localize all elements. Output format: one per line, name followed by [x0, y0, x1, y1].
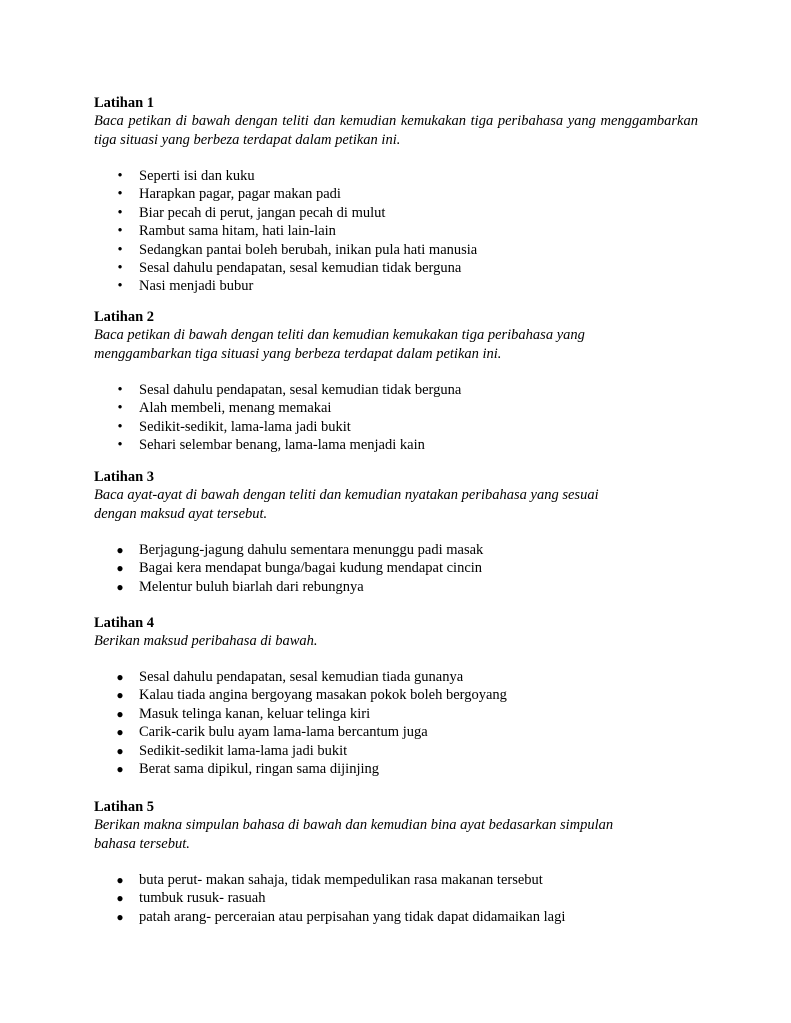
- section-heading: Latihan 3: [94, 469, 155, 485]
- list-item: [94, 559, 698, 577]
- bullet-list: [94, 167, 698, 296]
- list-item: [94, 578, 698, 596]
- section-latihan-3: [94, 468, 698, 596]
- list-item: [94, 222, 698, 240]
- bullet-list: [94, 541, 698, 596]
- list-item-text: Melentur buluh biarlah dari rebungnya: [139, 578, 364, 595]
- bullet-icon: •: [117, 278, 123, 295]
- bullet-icon: •: [117, 400, 123, 417]
- list-item-text: buta perut- makan sahaja, tidak mempedulikan rasa makanan tersebut: [139, 872, 543, 888]
- section-instruction-line: Baca ayat-ayat di bawah dengan teliti dan kemudian nyatakan peribahasa yang sesuai: [94, 487, 599, 503]
- bullet-icon: ●: [116, 762, 124, 777]
- list-item: [94, 908, 698, 926]
- bullet-list: [94, 381, 698, 455]
- list-item-text: Alah membeli, menang memakai: [139, 400, 332, 417]
- section-heading: Latihan 4: [94, 615, 155, 631]
- list-item-text: Rambut sama hitam, hati lain-lain: [139, 223, 336, 240]
- section-latihan-1: [94, 94, 698, 296]
- section-instruction-line: bahasa tersebut.: [94, 836, 190, 852]
- list-item-text: Sedikit-sedikit, lama-lama jadi bukit: [139, 418, 351, 435]
- section-instruction-line: Berikan maksud peribahasa di bawah.: [94, 633, 318, 649]
- list-item: [94, 668, 698, 686]
- list-item-text: Sedikit-sedikit lama-lama jadi bukit: [139, 742, 348, 759]
- bullet-list: [94, 668, 698, 778]
- list-item: [94, 705, 698, 723]
- list-item-text: Sehari selembar benang, lama-lama menjadi kain: [139, 437, 425, 454]
- section-instruction: Baca petikan di bawah dengan teliti dan kemudian kemukakan tiga peribahasa yang menggambarkan tiga situasi yang berbeza terdapat dalam petikan ini.: [94, 113, 698, 148]
- list-item-text: Bagai kera mendapat bunga/bagai kudung mendapat cincin: [139, 560, 483, 577]
- list-item-text: tumbuk rusuk- rasuah: [139, 890, 266, 907]
- bullet-icon: •: [117, 168, 123, 184]
- bullet-icon: ●: [116, 743, 124, 758]
- list-item-text: Kalau tiada angina bergoyang masakan pokok boleh bergoyang: [139, 687, 507, 704]
- bullet-icon: •: [117, 186, 123, 203]
- list-item: [94, 241, 698, 259]
- section-instruction-line: Berikan makna simpulan bahasa di bawah dan kemudian bina ayat bedasarkan simpulan: [94, 817, 614, 833]
- section-instruction-line: Baca petikan di bawah dengan teliti dan kemudian kemukakan tiga peribahasa yang: [94, 327, 585, 343]
- list-item-text: Carik-carik bulu ayam lama-lama bercantum juga: [139, 724, 428, 741]
- section-latihan-5: [94, 798, 698, 926]
- section-heading: Latihan 2: [94, 309, 155, 325]
- list-item: [94, 541, 698, 559]
- list-item: [94, 686, 698, 704]
- list-item-text: Sedangkan pantai boleh berubah, inikan pula hati manusia: [139, 241, 478, 258]
- section-instruction-line: menggambarkan tiga situasi yang berbeza terdapat dalam petikan ini.: [94, 346, 502, 362]
- bullet-icon: ●: [116, 891, 124, 906]
- list-item: [94, 167, 698, 185]
- list-item-text: Berat sama dipikul, ringan sama dijinjing: [139, 761, 380, 778]
- bullet-icon: •: [117, 437, 123, 454]
- list-item-text: Seperti isi dan kuku: [139, 168, 255, 184]
- bullet-icon: •: [117, 418, 123, 435]
- list-item: [94, 277, 698, 295]
- bullet-icon: ●: [116, 909, 124, 924]
- list-item-text: Harapkan pagar, pagar makan padi: [139, 186, 341, 203]
- section-heading: Latihan 1: [94, 95, 155, 111]
- list-item-text: Sesal dahulu pendapatan, sesal kemudian tidak berguna: [139, 260, 462, 277]
- bullet-icon: •: [117, 204, 123, 221]
- bullet-icon: ●: [116, 706, 124, 721]
- list-item: [94, 204, 698, 222]
- list-item: [94, 742, 698, 760]
- bullet-icon: ●: [116, 873, 124, 887]
- list-item: [94, 259, 698, 277]
- section-latihan-4: [94, 614, 698, 778]
- bullet-icon: ●: [116, 670, 124, 684]
- list-item-text: Biar pecah di perut, jangan pecah di mulut: [139, 204, 386, 221]
- bullet-icon: ●: [116, 688, 124, 703]
- bullet-icon: •: [117, 241, 123, 258]
- list-item: [94, 436, 698, 454]
- list-item: [94, 381, 698, 399]
- section-instruction-line: dengan maksud ayat tersebut.: [94, 506, 268, 522]
- list-item-text: Nasi menjadi bubur: [139, 278, 254, 295]
- list-item: [94, 723, 698, 741]
- list-item: [94, 418, 698, 436]
- bullet-icon: •: [117, 260, 123, 277]
- list-item-text: Masuk telinga kanan, keluar telinga kiri: [139, 705, 371, 722]
- bullet-icon: •: [117, 223, 123, 240]
- list-item: [94, 871, 698, 889]
- bullet-icon: ●: [116, 725, 124, 740]
- list-item: [94, 399, 698, 417]
- bullet-icon: ●: [116, 543, 124, 557]
- section-latihan-2: [94, 308, 698, 455]
- bullet-icon: ●: [116, 579, 124, 594]
- bullet-icon: ●: [116, 561, 124, 576]
- list-item-text: patah arang- perceraian atau perpisahan yang tidak dapat didamaikan lagi: [139, 908, 566, 925]
- list-item-text: Sesal dahulu pendapatan, sesal kemudian tidak berguna: [139, 382, 462, 398]
- bullet-list: [94, 871, 698, 926]
- bullet-icon: •: [117, 382, 123, 398]
- list-item: [94, 889, 698, 907]
- list-item-text: Sesal dahulu pendapatan, sesal kemudian tiada gunanya: [139, 669, 464, 685]
- section-heading: Latihan 5: [94, 799, 155, 815]
- list-item: [94, 760, 698, 778]
- list-item-text: Berjagung-jagung dahulu sementara menunggu padi masak: [139, 542, 484, 558]
- list-item: [94, 185, 698, 203]
